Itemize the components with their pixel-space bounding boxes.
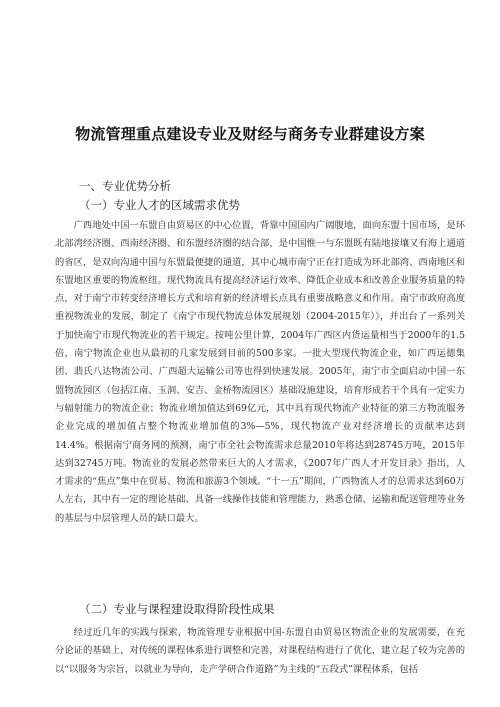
body-paragraph: 广西地处中国一东盟自由贸易区的中心位置，背靠中国国内广阔腹地，面向东盟十国市场，是环北部湾经济圈、西南经济圈、和东盟经济圈的结合部，是中国惟一与东盟既有陆地接壤又有海上通道的省区，是双向沟通中国与东盟最便捷的通道，其中心城市南宁正在打造成为环北部湾、西南地区和东盟地区重要的物流枢纽。现代物流具有提高经济运行效率、降低企业成本和改善企业服务质量的特点，对于南宁市转变经济增长方式和培育新的经济增长点具有重要战略意义和作用。南宁市政府高度重视物流业的发展，制定了《南宁市现代物流总体发展规划（2004-2015年）》，并出台了一系列关于加快南宁市现代物流业的若干规定。按吨公里计算，2004年广西区内货运量相当于2000年的1.5倍，南宁物流企业也从最初的几家发展到目前的500多家。一批大型现代物流企业，如广西运德集团、翡氏八达物流公司、广西超大运输公司等也得到快速发展。2005年，南宁市全面启动中国一东盟物流园区（包括江南、玉洞、安吉、金桥物流园区）基础设施建设，培育形成若干个具有一定实力与辐射能力的物流企业；物流业增加值达到69亿元，其中具有现代物流产业特征的第三方物流服务企业完成的增加值占整个物流业增加值的3%—5%，现代物流产业对经济增长的贡献率达到14.4%。根据南宁商务网的预测，南宁市全社会物流需求总量2010年将达到28745万吨，2015年达到32745万吨。物流业的发展必然带来巨大的人才需求，《2007年广西人才开发目录》指出，人才需求的“焦点”集中在贸易、物流和旅游3个领域。“十一五”期间，广西物流人才的总需求达到60万人左右，其中有一定的理论基础、具备一线操作技能和管理能力，熟悉仓储、运输和配送管理等业务的基层与中层管理人员的缺口最大。 [55,220,465,524]
body-paragraph: 经过近几年的实践与探索，物流管理专业根据中国-东盟自由贸易区物流企业的发展需要，在充分论证的基础上，对传统的课程体系进行调整和完善，对课程结构进行了优化，建立起了较为完善的以“以服务为宗旨，以就业为导向，走产学研合作道路”为主线的“五段式”课程体系，包括 [55,627,465,675]
document-title: 物流管理重点建设专业及财经与商务专业群建设方案 [75,125,425,143]
section-heading: 一、专业优势分析 [79,179,171,193]
subsection-heading: （一）专业人才的区域需求优势 [79,198,240,212]
subsection-heading: （二）专业与课程建设取得阶段性成果 [79,602,275,616]
